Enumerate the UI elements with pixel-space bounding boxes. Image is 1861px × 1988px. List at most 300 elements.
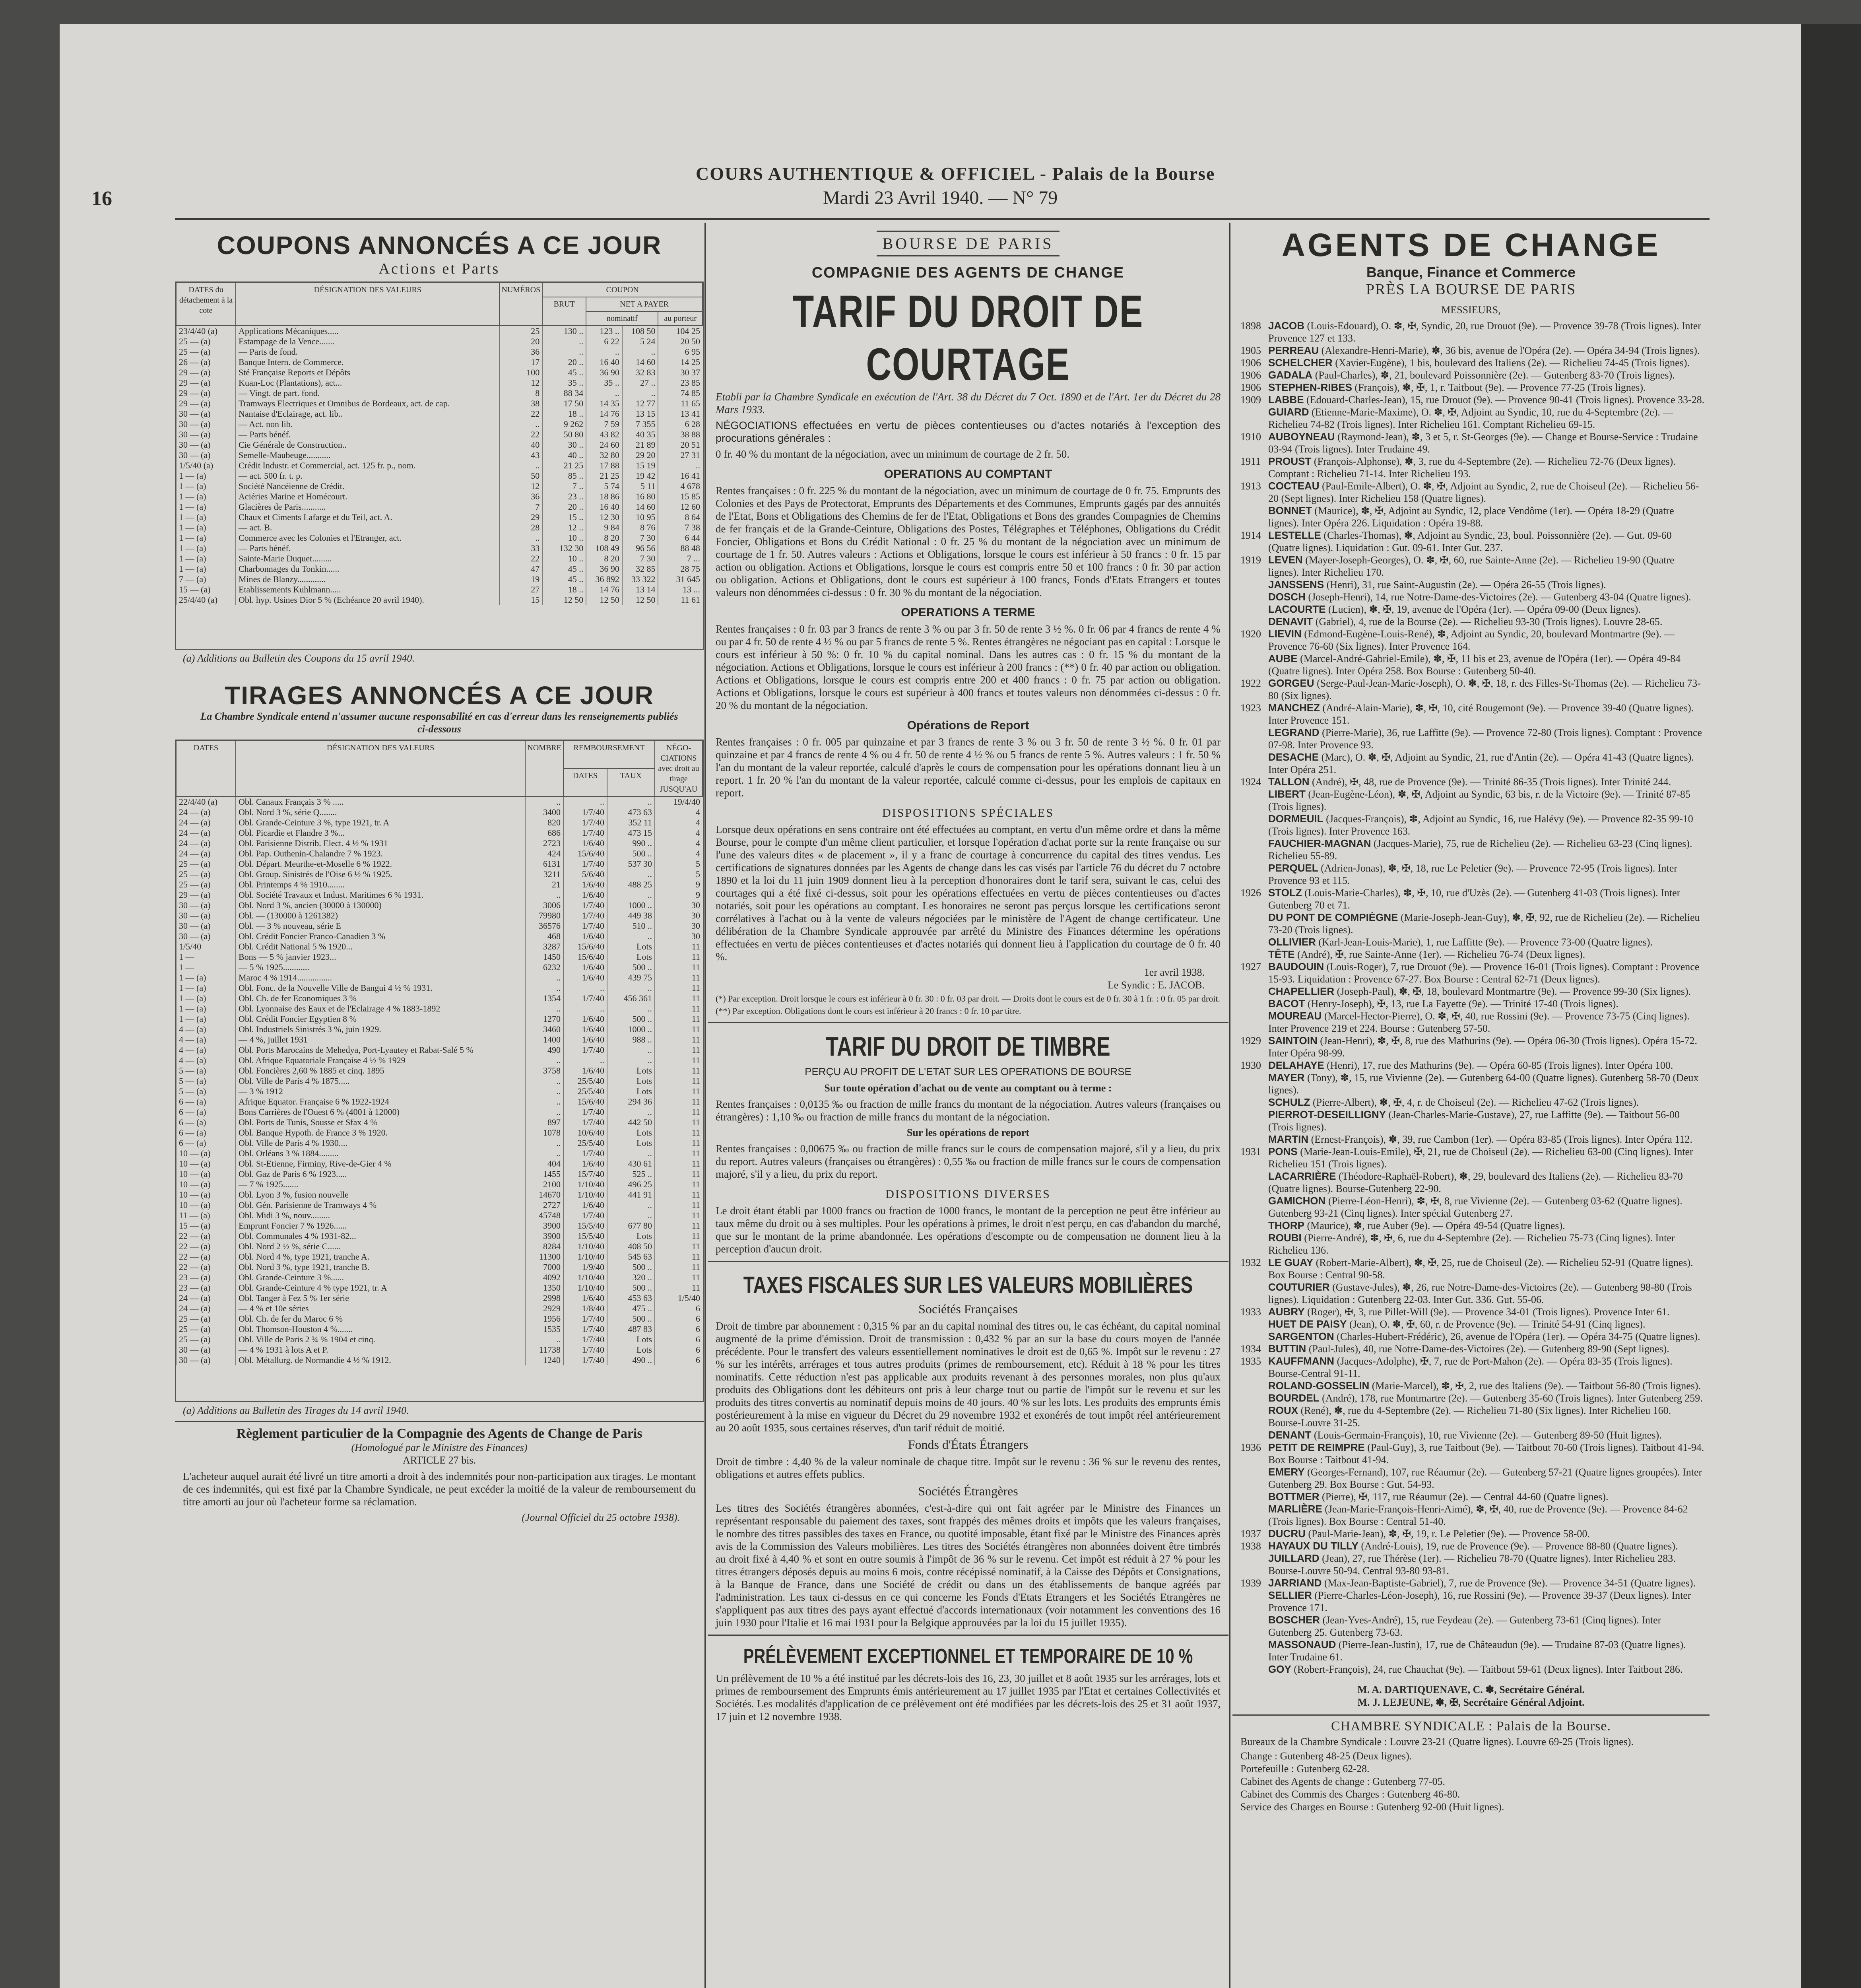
table-cell: 11 61 — [658, 595, 702, 605]
agent-details — [1268, 1577, 1706, 1589]
table-cell: 1 — (a) — [176, 522, 236, 533]
table-cell: Tramways Electriques et Omnibus de Bordeaux, act. de cap. — [236, 398, 499, 409]
table-cell: 38 88 — [658, 429, 702, 440]
table-cell: Maroc 4 % 1914................ — [236, 973, 525, 983]
table-cell: 10 — (a) — [176, 1179, 236, 1190]
agent-address: (Alexandre-Henri-Marie), ✽, 36 bis, avenue de l'Opéra (2e). — Opéra 34-94 (Trois lignes). — [1321, 345, 1700, 356]
agent-entry — [1240, 751, 1706, 776]
table-cell: .. — [622, 388, 658, 398]
agent-name: BONNET — [1268, 505, 1312, 516]
table-cell: 1/7/40 — [563, 921, 607, 931]
table-row — [176, 1148, 702, 1159]
agent-details — [1268, 726, 1706, 751]
table-cell: Obl. Crédit Foncier Franco-Canadien 3 % — [236, 931, 525, 942]
table-cell: 11300 — [525, 1252, 563, 1262]
table-cell: Obl. Orléans 3 % 1884......... — [236, 1148, 525, 1159]
agent-year: 1938 — [1240, 1540, 1261, 1552]
agents-list — [1232, 320, 1710, 1675]
agent-address: (Adrien-Jonas), ✽, ✠, 18, rue Le Peletier (9e). — Provence 72-95 (Trois lignes). Inter Provence 93 et 115. — [1268, 862, 1677, 886]
table-cell: 9 262 — [542, 419, 586, 429]
agent-address: (Louis-Roger), 7, rue Drouot (9e). — Provence 16-01 (Trois lignes). Comptant : Provence 15-93. Liquidation : Provence 67-27. Box Bourse : Central 62-71 (Deux lignes). — [1268, 961, 1700, 985]
table-cell: .. — [542, 336, 586, 347]
agent-details — [1268, 1355, 1706, 1380]
col-dates: DATES — [176, 741, 236, 796]
table-row — [176, 973, 702, 983]
agent-name: GUIARD — [1268, 406, 1309, 418]
table-cell: 11 — (a) — [176, 1210, 236, 1221]
agent-entry — [1240, 1589, 1706, 1614]
table-cell: — 4 %, juillet 1931 — [236, 1035, 525, 1045]
table-cell: 14 60 — [622, 357, 658, 367]
agent-name: AUBE — [1268, 652, 1298, 664]
table-cell: 1/8/40 — [563, 1303, 607, 1314]
agent-entry — [1240, 948, 1706, 961]
table-row — [176, 1221, 702, 1231]
table-cell: 1 — (a) — [176, 502, 236, 512]
table-row — [176, 1272, 702, 1283]
table-cell: 24 — (a) — [176, 1293, 236, 1303]
table-row — [176, 890, 702, 900]
table-cell: Obl. Thomson-Houston 4 %....... — [236, 1324, 525, 1334]
table-cell: 11 — [655, 1076, 702, 1086]
table-cell: 490 — [525, 1045, 563, 1055]
agent-address: (André-Louis), 19, rue de Provence (9e). — Provence 88-80 (Quatre lignes). — [1361, 1540, 1678, 1552]
agent-address: (André), ✠, 48, rue de Provence (9e). — Trinité 86-35 (Trois lignes). Inter Trinité 244. — [1312, 776, 1671, 788]
table-cell: 6 — [655, 1314, 702, 1324]
agent-details — [1268, 652, 1706, 677]
agent-entry — [1240, 406, 1706, 431]
table-cell: 25 — (a) — [176, 869, 236, 879]
agent-name: GAMICHON — [1268, 1195, 1326, 1207]
agent-entry — [1240, 1010, 1706, 1035]
table-row — [176, 502, 702, 512]
table-cell: 11 — [655, 1159, 702, 1169]
table-cell: 36 90 — [586, 367, 622, 378]
agent-year — [1240, 1589, 1268, 1614]
table-row — [176, 429, 702, 440]
agent-entry — [1240, 1145, 1706, 1170]
table-cell: Obl. Foncières 2,60 % 1885 et cinq. 1895 — [236, 1066, 525, 1076]
table-cell: 21 — [525, 879, 563, 890]
table-cell: Obl. Nord 3 %, type 1921, tranche B. — [236, 1262, 525, 1272]
agent-entry — [1240, 998, 1706, 1010]
table-cell: .. — [586, 347, 622, 357]
agent-name: SAINTOIN — [1268, 1035, 1318, 1046]
table-cell: 25/5/40 — [563, 1138, 607, 1148]
table-row — [176, 1355, 702, 1365]
table-row — [176, 1324, 702, 1334]
table-cell: 11 — [655, 1283, 702, 1293]
table-cell: 23 — (a) — [176, 1283, 236, 1293]
agent-details — [1268, 1343, 1706, 1355]
table-row — [176, 357, 702, 367]
table-cell: 424 — [525, 848, 563, 859]
table-cell: — 4 % et 10e séries — [236, 1303, 525, 1314]
diverses-title: DISPOSITIONS DIVERSES — [885, 1188, 1051, 1201]
col-nego: NÉGO-CIATIONS avec droit au tirage JUSQU'AU — [655, 741, 702, 796]
agent-address: (Joseph-Paul), ✽, ✠, 18, boulevard Montmartre (9e). — Provence 99-30 (Six lignes). — [1337, 986, 1691, 997]
table-cell: 35 .. — [542, 378, 586, 388]
table-cell: 5 24 — [622, 336, 658, 347]
agent-name: MARLIÈRE — [1268, 1503, 1322, 1515]
table-row — [176, 1283, 702, 1293]
table-cell: 320 .. — [607, 1272, 655, 1283]
timbre-sub: PERÇU AU PROFIT DE L'ETAT SUR LES OPERATIONS DE BOURSE — [805, 1066, 1131, 1077]
table-cell: 132 30 — [542, 543, 586, 553]
table-cell: Crédit Industr. et Commercial, act. 125 fr. p., nom. — [236, 460, 499, 471]
table-cell: 7 .. — [542, 481, 586, 491]
agent-address: (Lucien), ✽, ✠, 19, avenue de l'Opéra (1er). — Opéra 09-00 (Deux lignes). — [1328, 604, 1641, 615]
agent-entry — [1240, 1491, 1706, 1503]
table-cell: 7000 — [525, 1262, 563, 1272]
agent-details — [1268, 628, 1706, 652]
col-porteur: au porteur — [658, 311, 702, 326]
agent-year — [1240, 751, 1268, 776]
table-row — [176, 574, 702, 584]
table-cell: 441 91 — [607, 1190, 655, 1200]
table-cell: 2723 — [525, 838, 563, 848]
agent-address: (Serge-Paul-Jean-Marie-Joseph), O. ✽, ✠, 18, r. des Filles-St-Thomas (2e). — Richelieu 73-80 (Six lignes). — [1268, 678, 1701, 701]
agent-year: 1927 — [1240, 961, 1261, 973]
agent-name: AUBRY — [1268, 1306, 1305, 1318]
agent-address: (Maurice), ✽, rue Auber (9e). — Opéra 49-54 (Quatre lignes). — [1307, 1220, 1565, 1231]
table-cell: Obl. Ch. de fer Economiques 3 % — [236, 993, 525, 1004]
table-cell: 10 .. — [542, 533, 586, 543]
table-cell: 14 60 — [622, 502, 658, 512]
table-cell: 1/6/40 — [563, 973, 607, 983]
agent-name: FAUCHIER-MAGNAN — [1268, 837, 1371, 849]
table-row — [176, 993, 702, 1004]
agent-details — [1268, 1306, 1706, 1318]
table-row — [176, 942, 702, 952]
table-cell: 897 — [525, 1117, 563, 1128]
table-cell: 4 678 — [658, 481, 702, 491]
col-brut: BRUT — [542, 297, 586, 326]
table-cell: 10/6/40 — [563, 1128, 607, 1138]
agent-entry — [1240, 1663, 1706, 1675]
table-cell: 4 — (a) — [176, 1024, 236, 1035]
table-cell: .. — [607, 983, 655, 993]
table-cell: 1/6/40 — [563, 1066, 607, 1076]
agent-name: MAYER — [1268, 1072, 1305, 1083]
table-cell: 7 30 — [622, 533, 658, 543]
agents-subtitle: Banque, Finance et Commerce — [1366, 264, 1576, 280]
table-cell: 686 — [525, 828, 563, 838]
agent-details — [1268, 1281, 1706, 1306]
table-row — [176, 1159, 702, 1169]
agent-address: (Pierre-Jean-Justin), 17, rue de Châteaudun (9e). — Trudaine 87-03 (Quatre lignes). Inter Trudaine 61. — [1268, 1639, 1686, 1663]
table-cell: 500 .. — [607, 848, 655, 859]
col-designation: DÉSIGNATION DES VALEURS — [236, 741, 525, 796]
agent-year: 1906 — [1240, 357, 1261, 369]
table-cell: 1/6/40 — [563, 838, 607, 848]
table-cell: .. — [607, 796, 655, 807]
table-cell: Obl. Crédit National 5 % 1920... — [236, 942, 525, 952]
agent-address: (François-Alphonse), ✽, 3, rue du 4-Septembre (2e). — Richelieu 72-76 (Deux lignes). Comptant : Richelieu 71-14. Inter Richelieu 193. — [1268, 456, 1676, 480]
table-cell: .. — [607, 1210, 655, 1221]
agent-entry — [1240, 1540, 1706, 1552]
agent-address: (André-Alain-Marie), ✽, ✠, 10, cité Rougemont (9e). — Provence 39-40 (Quatre lignes). Inter Provence 151. — [1268, 702, 1694, 726]
table-cell: 1400 — [525, 1035, 563, 1045]
table-cell: 74 85 — [658, 388, 702, 398]
table-cell: 27 31 — [658, 450, 702, 460]
table-cell: 29 — (a) — [176, 890, 236, 900]
table-cell: 3287 — [525, 942, 563, 952]
chambre-line: Change : Gutenberg 48-25 (Deux lignes). — [1240, 1750, 1412, 1762]
table-cell: 1/7/40 — [563, 859, 607, 869]
agent-entry — [1240, 1330, 1706, 1343]
agent-details — [1268, 1552, 1706, 1577]
agent-address: (Pierre), ✠, 117, rue Réaumur (2e). — Central 44-60 (Quatre lignes). — [1322, 1491, 1609, 1503]
table-cell: Kuan-Loc (Plantations), act... — [236, 378, 499, 388]
agent-name: GOY — [1268, 1663, 1291, 1675]
agent-name: PONS — [1268, 1145, 1298, 1157]
table-cell: 1/6/40 — [563, 1035, 607, 1045]
table-cell: 79980 — [525, 911, 563, 921]
agent-details — [1268, 357, 1706, 369]
agent-year: 1926 — [1240, 887, 1261, 899]
table-cell: 4 — (a) — [176, 1035, 236, 1045]
agent-details — [1268, 1491, 1706, 1503]
table-cell: 1000 .. — [607, 1024, 655, 1035]
agent-entry — [1240, 1195, 1706, 1219]
agent-entry — [1240, 1528, 1706, 1540]
agent-address: (Louis-Marie-Charles), ✽, ✠, 10, rue d'Uzès (2e). — Gutenberg 41-03 (Trois lignes). Inter Gutenberg 70 et 71. — [1268, 887, 1681, 911]
agent-entry — [1240, 480, 1706, 505]
table-cell: — Vingt. de part. fond. — [236, 388, 499, 398]
table-row — [176, 848, 702, 859]
table-cell: 6131 — [525, 859, 563, 869]
table-cell: 6232 — [525, 962, 563, 973]
agent-entry — [1240, 677, 1706, 702]
table-cell: 500 .. — [607, 962, 655, 973]
agent-year — [1240, 1614, 1268, 1639]
agent-entry — [1240, 1059, 1706, 1072]
agent-year — [1240, 813, 1268, 837]
table-cell: 25/5/40 — [563, 1076, 607, 1086]
agent-details — [1268, 505, 1706, 529]
agent-year: 1913 — [1240, 480, 1261, 492]
page-title: COURS AUTHENTIQUE & OFFICIEL - Palais de la Bourse — [696, 163, 1215, 184]
table-cell: 16 80 — [622, 491, 658, 502]
table-cell: 1/7/40 — [563, 993, 607, 1004]
table-cell: 24 — (a) — [176, 838, 236, 848]
agent-address: (Marc), O. ✽, ✠, Adjoint au Syndic, 21, rue d'Antin (2e). — Opéra 41-43 (Quatre lignes). Inter Opéra 251. — [1268, 751, 1694, 775]
table-cell: 1/7/40 — [563, 1045, 607, 1055]
table-row — [176, 460, 702, 471]
table-cell: Obl. Gaz de Paris 6 % 1923..... — [236, 1169, 525, 1179]
table-cell: 11 — [655, 1097, 702, 1107]
table-cell: 820 — [525, 817, 563, 828]
agent-details — [1268, 603, 1706, 615]
agent-details — [1268, 1035, 1706, 1059]
table-cell: 6 — (a) — [176, 1117, 236, 1128]
agent-year — [1240, 936, 1268, 948]
table-cell: 20 .. — [542, 357, 586, 367]
table-cell: Obl. Lyonnaise des Eaux et de l'Eclairage 4 % 1883-1892 — [236, 1004, 525, 1014]
agent-address: (Pierre-André), ✽, ✠, 6, rue du 4-Septembre (2e). — Richelieu 75-73 (Cinq lignes). Inter Richelieu 136. — [1268, 1232, 1675, 1256]
secretary-adjoint: M. J. LEJEUNE, ✽, ✠, Secrétaire Général Adjoint. — [1357, 1697, 1585, 1708]
table-row — [176, 1128, 702, 1138]
table-row — [176, 336, 702, 347]
table-cell: Obl. Ville de Paris 4 % 1875..... — [236, 1076, 525, 1086]
agent-details — [1268, 1010, 1706, 1035]
agent-details — [1268, 985, 1706, 998]
agent-details — [1268, 911, 1706, 936]
agent-address: (Robert-François), 24, rue Chauchat (9e). — Taitbout 59-61 (Deux lignes). Inter Taitbout 286. — [1294, 1664, 1683, 1675]
middle-column — [708, 223, 1228, 1988]
table-cell: 4 — [655, 828, 702, 838]
agent-address: (Jean-Eugène-Léon), ✽, ✠, Adjoint au Syndic, 63 bis, r. de la Victoire (9e). — Trinité 87-85 (Trois lignes). — [1268, 788, 1690, 812]
table-cell: Obl. Métallurg. de Normandie 4 ½ % 1912. — [236, 1355, 525, 1365]
table-cell: .. — [607, 1045, 655, 1055]
agent-year — [1240, 406, 1268, 431]
agents-subtitle-2: PRÈS LA BOURSE DE PARIS — [1366, 281, 1576, 298]
col-nominatif: nominatif — [586, 311, 658, 326]
table-cell: Obl. Industriels Sinistrés 3 %, juin 1929. — [236, 1024, 525, 1035]
table-cell: 11 — [655, 1169, 702, 1179]
agent-entry — [1240, 579, 1706, 591]
prelev-text: Un prélèvement de 10 % a été institué par les décrets-lois des 16, 23, 30 juillet et 8 août 1935 sur les arrérages, lots et primes de remboursement des Emprunts émis antérieurement au 17 juillet 1935 par l'Etat et certaines Collectivités et Sociétés. Les modalités d'application de ce prélèvement ont été modifiées par les décrets-lois des 25 et 31 août 1937, 17 juin et 12 novembre 1938. — [716, 1672, 1221, 1722]
agent-year — [1240, 1380, 1268, 1392]
agent-address: (Louis-Edouard), O. ✽, ✠, Syndic, 20, rue Drouot (9e). — Provence 39-78 (Trois lignes). Inter Provence 127 et 133. — [1268, 320, 1701, 344]
table-cell: 3900 — [525, 1221, 563, 1231]
agent-address: (Pierre-Marie), 36, rue Laffitte (9e). — Provence 72-80 (Trois lignes). Comptant : Provence 07-98. Inter Provence 93. — [1268, 727, 1702, 751]
table-cell: 490 .. — [607, 1355, 655, 1365]
table-cell: — Act. non lib. — [236, 419, 499, 429]
agent-details — [1268, 406, 1706, 431]
table-row — [176, 1035, 702, 1045]
table-cell: 15/6/40 — [563, 848, 607, 859]
agent-year — [1240, 862, 1268, 887]
agent-name: DUCRU — [1268, 1528, 1306, 1540]
agent-address: (André), 178, rue Montmartre (2e). — Gutenberg 35-60 (Trois lignes). Inter Gutenberg 259. — [1322, 1392, 1703, 1404]
table-row — [176, 1293, 702, 1303]
table-cell: 15 — (a) — [176, 1221, 236, 1231]
agent-name: KAUFFMANN — [1268, 1355, 1335, 1367]
agent-name: PROUST — [1268, 455, 1312, 467]
table-cell: 1455 — [525, 1169, 563, 1179]
footnote-2: (**) Par exception. Obligations dont le cours est inférieur à 20 francs : 0 fr. 10 par titre. — [716, 1006, 1021, 1016]
agent-address: (Gabriel), 4, rue de la Bourse (2e). — Richelieu 93-30 (Trois lignes). Louvre 28-65. — [1315, 616, 1663, 627]
table-cell: 11 — [655, 1066, 702, 1076]
agent-address: (Xavier-Eugène), 1 bis, boulevard des Italiens (2e). — Richelieu 74-45 (Trois lignes). — [1335, 357, 1690, 369]
table-cell: 5 74 — [586, 481, 622, 491]
table-cell: Obl. — 3 % nouveau, série E — [236, 921, 525, 931]
table-cell: 25/4/40 (a) — [176, 595, 236, 605]
negociations-heading: NÉGOCIATIONS effectuées en vertu de pièces contentieuses ou d'actes notariés à l'exception des procurations générales : — [716, 419, 1221, 444]
agent-entry — [1240, 1380, 1706, 1392]
agent-name: STOLZ — [1268, 887, 1302, 899]
table-cell: Obl. Ports Marocains de Mehedya, Port-Lyautey et Rabat-Salé 5 % — [236, 1045, 525, 1055]
table-cell: 3006 — [525, 900, 563, 911]
table-cell: 29 20 — [622, 450, 658, 460]
table-row — [176, 900, 702, 911]
agent-name: PIERROT-DESEILLIGNY — [1268, 1109, 1386, 1120]
agent-details — [1268, 862, 1706, 887]
report-title: Opérations de Report — [907, 719, 1029, 732]
agent-details — [1268, 1256, 1706, 1281]
agent-year: 1909 — [1240, 394, 1261, 406]
table-cell: Lots — [607, 1086, 655, 1097]
table-cell: .. — [607, 1107, 655, 1117]
table-cell: 1/7/40 — [563, 1210, 607, 1221]
table-cell: 1/7/40 — [563, 1345, 607, 1355]
agent-year — [1240, 1219, 1268, 1232]
table-cell: Semelle-Maubeuge........... — [236, 450, 499, 460]
table-cell: 7 ... — [658, 553, 702, 564]
table-cell: Lots — [607, 952, 655, 962]
table-cell: 9 — [655, 879, 702, 890]
table-cell: 1535 — [525, 1324, 563, 1334]
table-cell: .. — [525, 796, 563, 807]
table-row — [176, 378, 702, 388]
table-cell: — Parts de fond. — [236, 347, 499, 357]
table-cell: 1 — (a) — [176, 512, 236, 522]
table-cell: 30 .. — [542, 440, 586, 450]
table-cell: 1 — (a) — [176, 1004, 236, 1014]
agent-details — [1268, 529, 1706, 554]
table-row — [176, 983, 702, 993]
table-cell: 510 .. — [607, 921, 655, 931]
agent-address: (Jacques-Marie), 75, rue de Richelieu (2e). — Richelieu 63-23 (Cinq lignes). Richelieu 55-89. — [1268, 838, 1692, 862]
table-cell: Obl. Nord 3 %, ancien (30000 à 130000) — [236, 900, 525, 911]
table-cell: 11 — [655, 1262, 702, 1272]
table-cell: 12 .. — [542, 522, 586, 533]
tirages-table — [175, 740, 704, 1402]
table-cell: 500 .. — [607, 1014, 655, 1024]
table-cell: 20 51 — [658, 440, 702, 450]
agent-name: DENANT — [1268, 1429, 1312, 1441]
soc-fr-text: Droit de timbre par abonnement : 0,315 % par an du capital nominal des titres ou, le cas échéant, du capital nominal augmenté de la prime d'émission. Droit de transmission : 0,432 % par an sur la base du cours moyen de l'année précédente. Pour le transfert des valeurs essentiellement nominatives le droit est de 0,65 %. Impôt sur le revenu : 27 % sur les intérêts, arrérages et tous autres produits (primes de remboursement, etc). Réduit à 18 % pour les titres nominatifs. Cette réduction n'est pas applicable aux produits revenant à des personnes morales, non plus qu'aux produits des Obligations dont les débiteurs ont pris à leur charge tout ou partie de l'impôt sur le revenu et sur les produits des titres convertis au nominatif depuis moins de 40 jours. 40 % sur les lots. Les produits des emprunts émis postérieurement à la mise en vigueur du Décret du 29 novembre 1932 et exonérés de tout impôt réel antérieurement au 20 août 1935, sous certaines réserves, d'un tarif réduit de moitié. — [716, 1320, 1221, 1434]
table-cell: 6 — [655, 1324, 702, 1334]
table-cell: 32 80 — [586, 450, 622, 460]
table-row — [176, 911, 702, 921]
agent-details — [1268, 936, 1706, 948]
agent-entry — [1240, 1109, 1706, 1133]
table-cell: 19 — [499, 574, 542, 584]
agent-year: 1906 — [1240, 369, 1261, 381]
table-cell: Estampage de la Vence....... — [236, 336, 499, 347]
table-cell: .. — [622, 347, 658, 357]
table-cell: Etablissements Kuhlmann..... — [236, 584, 499, 595]
agent-name: MASSONAUD — [1268, 1639, 1336, 1650]
agent-entry — [1240, 1355, 1706, 1380]
table-cell: Lots — [607, 1345, 655, 1355]
table-row — [176, 564, 702, 574]
table-cell: 1/5/40 — [176, 942, 236, 952]
table-cell: 130 .. — [542, 326, 586, 336]
agent-name: GORGEU — [1268, 677, 1314, 689]
table-cell: 11 — [655, 962, 702, 973]
table-cell: 123 .. — [586, 326, 622, 336]
table-cell: 1/10/40 — [563, 1272, 607, 1283]
table-cell: 24 60 — [586, 440, 622, 450]
table-cell: 1/10/40 — [563, 1179, 607, 1190]
agents-title: AGENTS DE CHANGE — [1281, 227, 1661, 263]
agent-name: OLLIVIER — [1268, 936, 1316, 948]
table-cell: .. — [525, 1148, 563, 1159]
table-cell: 545 63 — [607, 1252, 655, 1262]
agent-details — [1268, 1663, 1706, 1675]
agent-year: 1937 — [1240, 1528, 1261, 1540]
table-cell: Obl. Ville de Paris 4 % 1930.... — [236, 1138, 525, 1148]
agent-entry — [1240, 591, 1706, 603]
table-cell: 12 50 — [586, 595, 622, 605]
table-row — [176, 522, 702, 533]
table-cell: 6 — (a) — [176, 1138, 236, 1148]
agent-details — [1268, 1109, 1706, 1133]
